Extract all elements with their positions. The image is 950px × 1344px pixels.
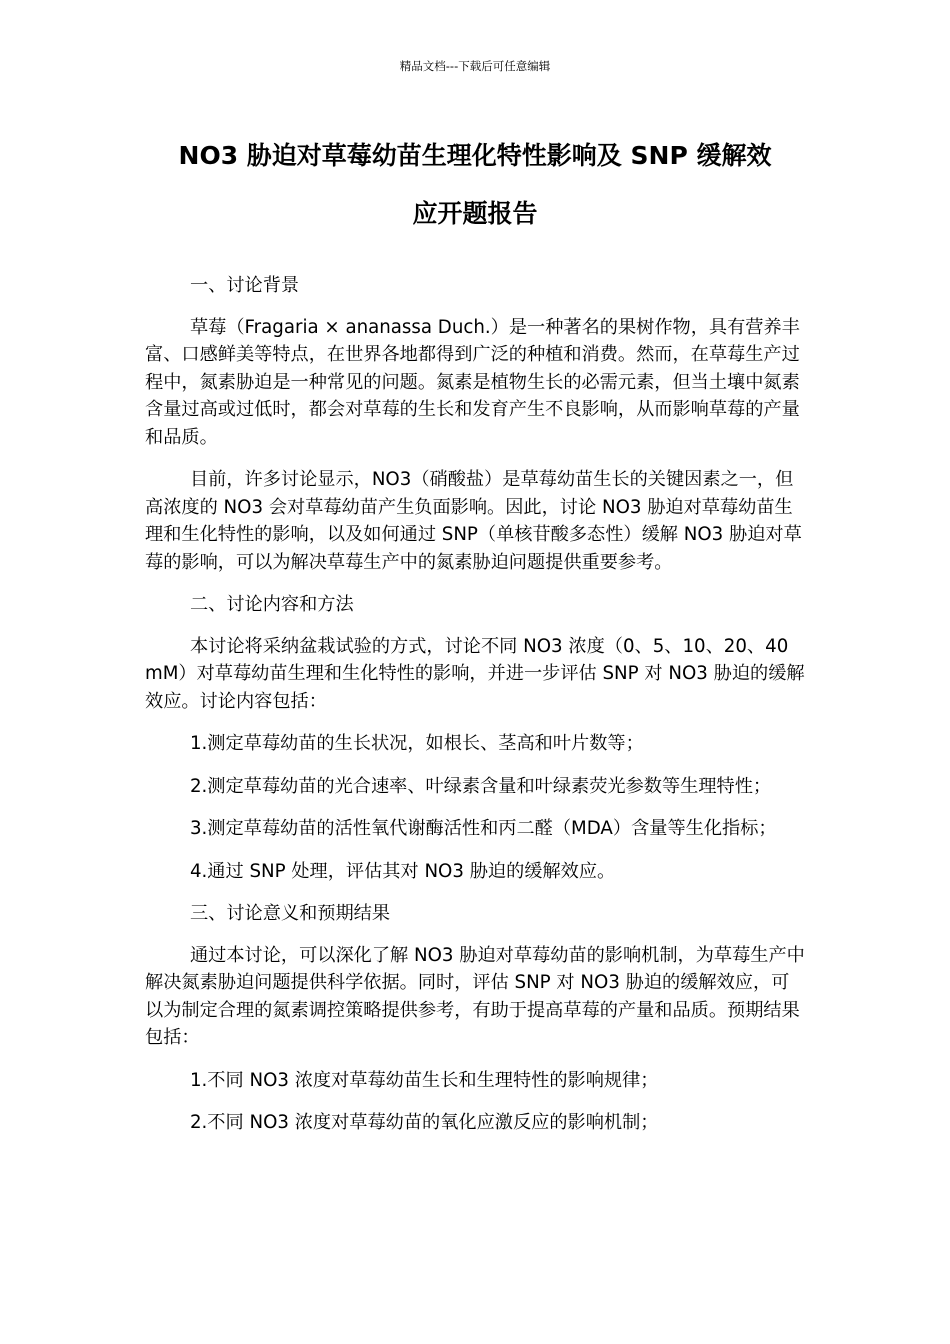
paragraph-background-2: 目前，许多讨论显示，NO3（硝酸盐）是草莓幼苗生长的关键因素之一，但高浓度的 NO3 会对草莓幼苗产生负面影响。因此，讨论 NO3 胁迫对草莓幼苗生理和生化特性的影响，以及如何通过 SNP（单核苷酸多态性）缓解 NO3 胁迫对草莓的影响，可以为解决草莓生产中的氮素胁迫问题提供重要参考。 <box>145 469 802 573</box>
list-item-results-1: 1.不同 NO3 浓度对草莓幼苗生长和生理特性的影响规律； <box>189 1069 659 1091</box>
list-item-methods-4: 4.通过 SNP 处理，评估其对 NO3 胁迫的缓解效应。 <box>189 860 616 882</box>
section-heading-background: 一、讨论背景 <box>189 275 300 296</box>
paragraph-background-1: 草莓（Fragaria × ananassa Duch.）是一种著名的果树作物，具有营养丰富、口感鲜美等特点，在世界各地都得到广泛的种植和消费。然而，在草莓生产过程中，氮素胁迫是一种常见的问题。氮素是植物生长的必需元素，但当土壤中氮素含量过高或过低时，都会对草莓的生长和发育产生不良影响，从而影响草莓的产量和品质。 <box>145 316 800 448</box>
list-item-methods-2: 2.测定草莓幼苗的光合速率、叶绿素含量和叶绿素荧光参数等生理特性； <box>189 775 772 797</box>
list-item-methods-3: 3.测定草莓幼苗的活性氧代谢酶活性和丙二醛（MDA）含量等生化指标； <box>189 818 777 839</box>
list-item-methods-1: 1.测定草莓幼苗的生长状况，如根长、茎高和叶片数等； <box>189 733 644 754</box>
document-title-line1: NO3 胁迫对草莓幼苗生理化特性影响及 SNP 缓解效 <box>178 141 772 170</box>
document-title-line2: 应开题报告 <box>412 199 538 228</box>
paragraph-methods-1: 本讨论将采纳盆栽试验的方式，讨论不同 NO3 浓度（0、5、10、20、40 mM）对草莓幼苗生理和生化特性的影响，并进一步评估 SNP 对 NO3 胁迫的缓解效应。讨论内容包括： <box>145 635 805 712</box>
paragraph-significance-1: 通过本讨论，可以深化了解 NO3 胁迫对草莓幼苗的影响机制，为草莓生产中解决氮素胁迫问题提供科学依据。同时，评估 SNP 对 NO3 胁迫的缓解效应，可以为制定合理的氮素调控策略提供参考，有助于提高草莓的产量和品质。预期结果包括： <box>145 944 805 1048</box>
list-item-results-2: 2.不同 NO3 浓度对草莓幼苗的氧化应激反应的影响机制； <box>189 1112 659 1133</box>
page-header-note: 精品文档---下载后可任意编辑 <box>399 59 551 73</box>
section-heading-methods: 二、讨论内容和方法 <box>189 594 354 615</box>
document-body <box>145 272 805 1152</box>
section-heading-significance: 三、讨论意义和预期结果 <box>189 903 391 924</box>
